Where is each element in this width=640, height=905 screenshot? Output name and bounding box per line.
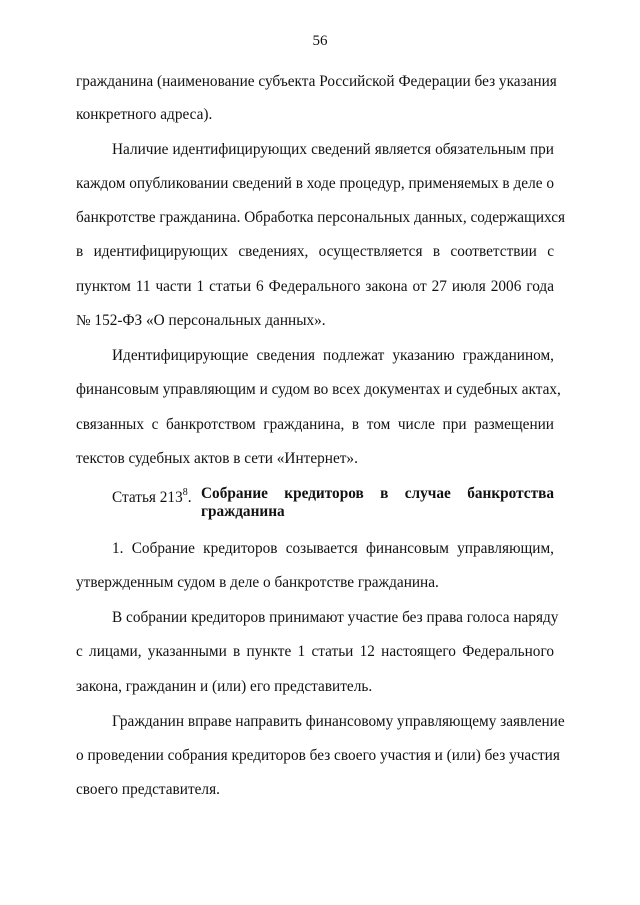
paragraph-line: Наличие идентифицирующих сведений является обязательным при <box>112 141 554 158</box>
paragraph-line: связанных с банкротством гражданина, в том числе при размещении <box>76 416 554 433</box>
paragraph-line: своего представителя. <box>76 781 220 798</box>
paragraph-line: Гражданин вправе направить финансовому управляющему заявление <box>112 713 565 730</box>
paragraph-line: с лицами, указанными в пункте 1 статьи 12 настоящего Федерального <box>76 643 554 660</box>
article-label: Статья $213^8$. <box>112 487 192 507</box>
paragraph-line: 1. Собрание кредиторов созывается финансовым управляющим, <box>112 540 554 557</box>
paragraph-line: конкретного адреса). <box>76 106 213 123</box>
paragraph-line: закона, гражданин и (или) его представитель. <box>76 678 373 695</box>
paragraph-line: банкротстве гражданина. Обработка персональных данных, содержащихся <box>76 209 566 226</box>
page-number: 56 <box>312 33 328 49</box>
paragraph-line: каждом опубликовании сведений в ходе процедур, применяемых в деле о <box>76 175 554 192</box>
paragraph-line: Идентифицирующие сведения подлежат указанию гражданином, <box>112 347 554 364</box>
article-title-line: гражданина <box>201 503 285 520</box>
article-title <box>201 485 554 521</box>
paragraph-line: пунктом 11 части 1 статьи 6 Федерального закона от 27 июля 2006 года <box>76 278 554 295</box>
paragraph-line: финансовым управляющим и судом во всех документах и судебных актах, <box>76 381 561 398</box>
paragraph-line: о проведении собрания кредиторов без своего участия и (или) без участия <box>76 747 560 764</box>
paragraph-line: гражданина (наименование субъекта Российской Федерации без указания <box>76 73 557 90</box>
paragraph-line: в идентифицирующих сведениях, осуществляется в соответствии с <box>76 243 554 260</box>
paragraph-line: утвержденным судом в деле о банкротстве гражданина. <box>76 574 439 591</box>
article-superscript: 8 <box>182 487 188 498</box>
paragraph-line: В собрании кредиторов принимают участие без права голоса наряду <box>112 609 559 626</box>
article-title-line: Собрание кредиторов в случае банкротства <box>201 485 554 502</box>
paragraph-line: текстов судебных актов в сети «Интернет». <box>76 450 358 467</box>
paragraph-line: № 152-ФЗ «О персональных данных». <box>76 312 326 329</box>
